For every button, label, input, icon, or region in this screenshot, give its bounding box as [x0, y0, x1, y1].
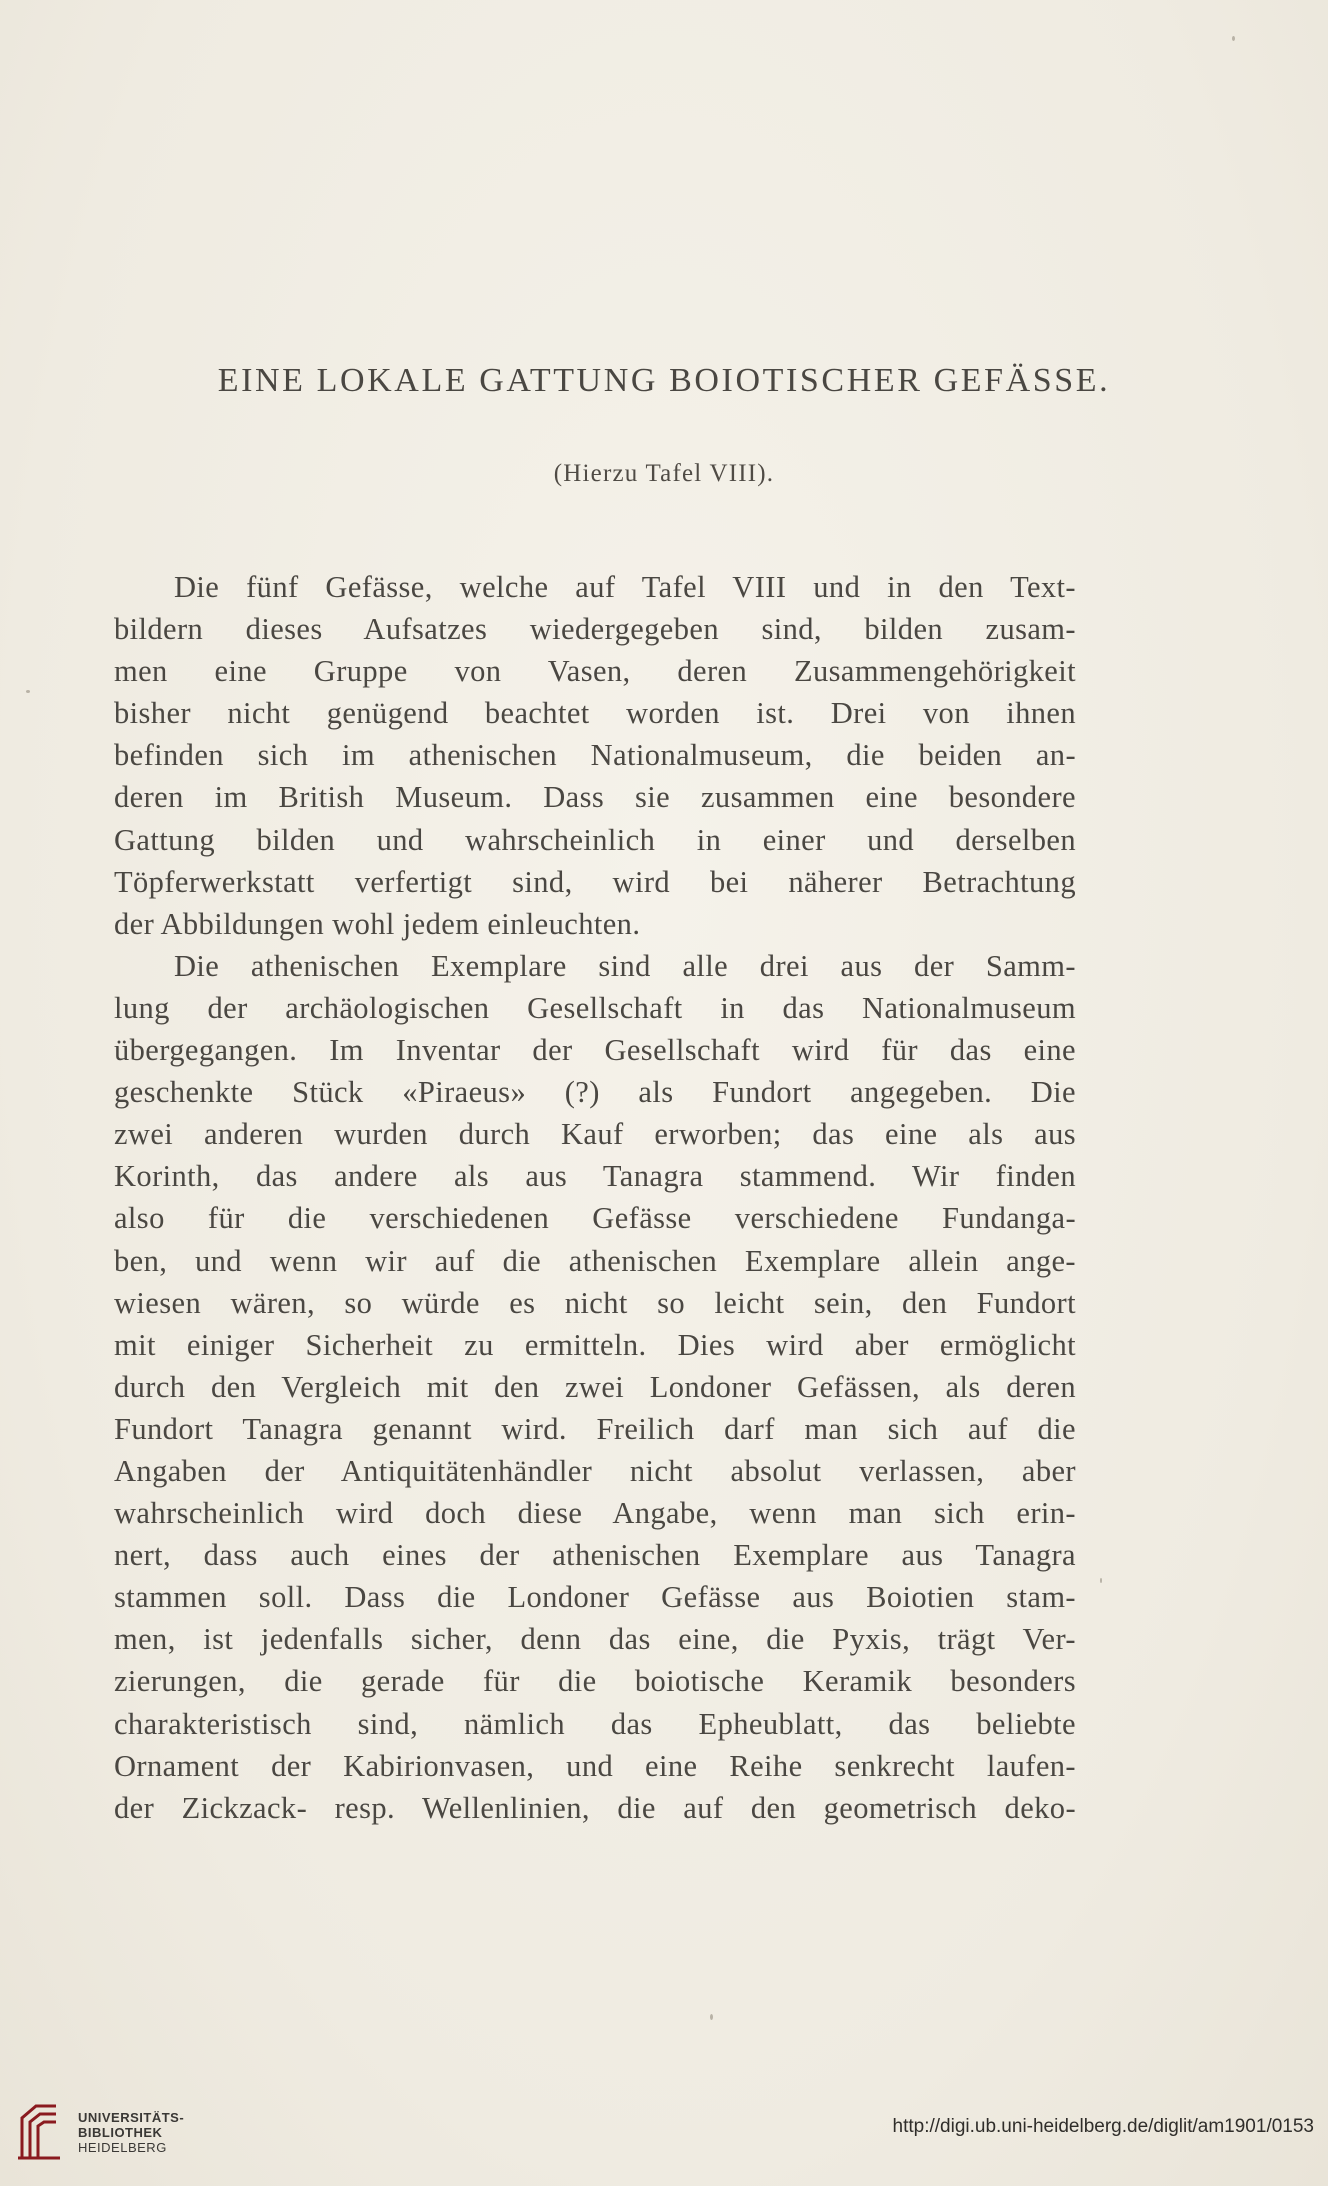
- library-name: [78, 2110, 184, 2155]
- text-line: Fundort Tanagra genannt wird. Freilich darf man sich auf die: [114, 1411, 1076, 1446]
- ub-heidelberg-logo-icon: [14, 2100, 64, 2162]
- text-line: zierungen, die gerade für die boiotische Keramik besonders: [114, 1664, 1076, 1699]
- text-line: nert, dass auch eines der athenischen Exemplare aus Tanagra: [114, 1538, 1076, 1573]
- text-line: Ornament der Kabirionvasen, und eine Reihe senkrecht laufen-: [114, 1748, 1076, 1783]
- text-line: Angaben der Antiquitätenhändler nicht absolut verlassen, aber: [114, 1453, 1076, 1488]
- scan-speck: [710, 2014, 713, 2020]
- library-name-line: UNIVERSITÄTS-: [78, 2110, 185, 2125]
- text-line: befinden sich im athenischen Nationalmuseum, die beiden an-: [114, 738, 1076, 773]
- library-name-line: HEIDELBERG: [78, 2140, 167, 2155]
- text-line: der Abbildungen wohl jedem einleuchten.: [114, 906, 641, 941]
- text-line: Gattung bilden und wahrscheinlich in einer und derselben: [114, 822, 1076, 857]
- scan-speck: [1232, 36, 1235, 41]
- library-name-line: BIBLIOTHEK: [78, 2125, 163, 2140]
- text-line: deren im British Museum. Dass sie zusammen eine besondere: [114, 780, 1076, 815]
- text-line: stammen soll. Dass die Londoner Gefässe aus Boiotien stam-: [114, 1580, 1076, 1615]
- text-line: Töpferwerkstatt verfertigt sind, wird bei näherer Betrachtung: [114, 864, 1076, 899]
- text-line: bisher nicht genügend beachtet worden ist. Drei von ihnen: [114, 696, 1076, 731]
- text-line: bildern dieses Aufsatzes wiedergegeben sind, bilden zusam-: [114, 612, 1076, 647]
- text-line: wahrscheinlich wird doch diese Angabe, wenn man sich erin-: [114, 1496, 1076, 1531]
- article-title: EINE LOKALE GATTUNG BOIOTISCHER GEFÄSSE.: [217, 362, 1111, 399]
- scan-speck: [1100, 1578, 1102, 1583]
- text-line: zwei anderen wurden durch Kauf erworben; das eine als aus: [114, 1117, 1076, 1152]
- text-line: also für die verschiedenen Gefässe verschiedene Fundanga-: [114, 1201, 1076, 1236]
- text-line: charakteristisch sind, nämlich das Epheublatt, das beliebte: [114, 1706, 1076, 1741]
- text-line: wiesen wären, so würde es nicht so leicht sein, den Fundort: [114, 1285, 1076, 1320]
- text-line: der Zickzack- resp. Wellenlinien, die auf den geometrisch deko-: [114, 1790, 1076, 1825]
- text-line: men, ist jedenfalls sicher, denn das eine, die Pyxis, trägt Ver-: [114, 1622, 1076, 1657]
- text-line: Die fünf Gefässe, welche auf Tafel VIII und in den Text-: [174, 570, 1076, 604]
- text-line: Die athenischen Exemplare sind alle drei aus der Samm-: [174, 948, 1076, 983]
- text-line: übergegangen. Im Inventar der Gesellschaft wird für das eine: [114, 1033, 1076, 1068]
- source-url-link[interactable]: http://digi.ub.uni-heidelberg.de/diglit/am1901/0153: [892, 2116, 1314, 2137]
- article-body: [114, 566, 1076, 1829]
- text-line: Korinth, das andere als aus Tanagra stammend. Wir finden: [114, 1159, 1076, 1194]
- text-line: lung der archäologischen Gesellschaft in das Nationalmuseum: [114, 990, 1076, 1025]
- article-subtitle: (Hierzu Tafel VIII).: [553, 460, 775, 487]
- text-line: men eine Gruppe von Vasen, deren Zusammengehörigkeit: [114, 654, 1076, 689]
- scan-speck: [26, 690, 30, 693]
- text-line: geschenkte Stück «Piraeus» (?) als Fundort angegeben. Die: [114, 1075, 1076, 1110]
- text-line: durch den Vergleich mit den zwei Londoner Gefässen, als deren: [114, 1369, 1076, 1404]
- text-line: mit einiger Sicherheit zu ermitteln. Dies wird aber ermöglicht: [114, 1327, 1076, 1362]
- text-line: ben, und wenn wir auf die athenischen Exemplare allein ange-: [114, 1243, 1076, 1278]
